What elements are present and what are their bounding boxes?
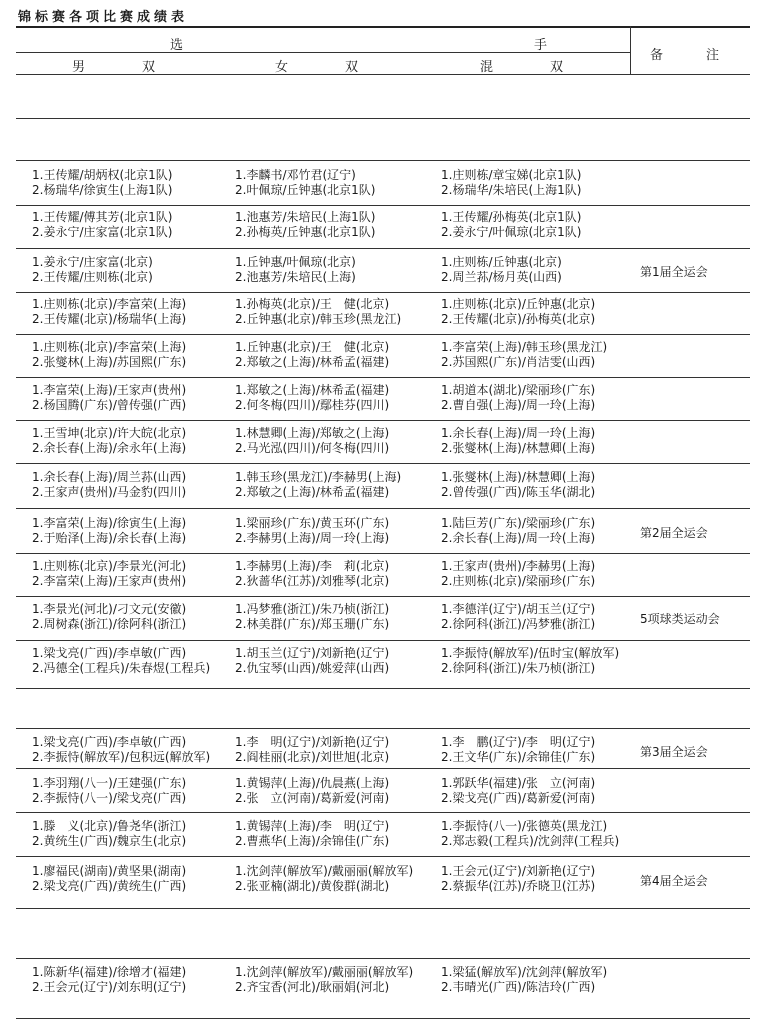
result-line: 2.王会元(辽宁)/刘东明(辽宁) bbox=[32, 980, 187, 994]
mixed-doubles-cell bbox=[441, 383, 595, 413]
result-line: 2.李振恃(八一)/梁戈亮(广西) bbox=[32, 791, 187, 805]
remark-cell: 5项球类运动会 bbox=[640, 612, 720, 626]
women-doubles-cell bbox=[235, 426, 389, 456]
result-line: 1.滕 义(北京)/鲁尧华(浙江) bbox=[32, 819, 187, 833]
header-remarks: 备 注 bbox=[650, 48, 721, 63]
men-doubles-cell bbox=[32, 646, 210, 676]
men-doubles-cell bbox=[32, 168, 173, 198]
result-line: 2.杨瑞华/徐寅生(上海1队) bbox=[32, 183, 173, 197]
result-line: 2.郑敏之(上海)/林希孟(福建) bbox=[235, 485, 390, 499]
men-doubles-cell bbox=[32, 776, 186, 806]
women-doubles-cell bbox=[235, 297, 401, 327]
men-doubles-cell bbox=[32, 602, 186, 632]
women-doubles-cell bbox=[235, 340, 389, 370]
men-doubles-cell bbox=[32, 470, 186, 500]
result-line: 2.李振恃(解放军)/包积远(解放军) bbox=[32, 750, 211, 764]
result-line: 1.王会元(辽宁)/刘新艳(辽宁) bbox=[441, 864, 596, 878]
men-doubles-cell bbox=[32, 426, 186, 456]
result-line: 2.梁戈亮(广西)/葛新爱(河南) bbox=[441, 791, 596, 805]
table-row bbox=[0, 776, 760, 816]
women-doubles-cell bbox=[235, 210, 376, 240]
mixed-doubles-cell bbox=[441, 210, 582, 240]
result-line: 1.梁戈亮(广西)/李卓敏(广西) bbox=[32, 735, 187, 749]
result-line: 2.周树森(浙江)/徐阿科(浙江) bbox=[32, 617, 187, 631]
header-men-doubles: 男 双 bbox=[72, 60, 157, 75]
table-row bbox=[0, 297, 760, 337]
table-row bbox=[0, 819, 760, 859]
result-line: 1.李富荣(上海)/王家声(贵州) bbox=[32, 383, 187, 397]
result-line: 2.马光泓(四川)/何冬梅(四川) bbox=[235, 441, 390, 455]
result-line: 1.梁丽珍(广东)/黄玉环(广东) bbox=[235, 516, 390, 530]
result-line: 2.于贻泽(上海)/余长春(上海) bbox=[32, 531, 187, 545]
table-row bbox=[0, 965, 760, 1005]
result-line: 2.张 立(河南)/葛新爱(河南) bbox=[235, 791, 390, 805]
row-separator bbox=[16, 856, 750, 857]
result-line: 1.李景光(河北)/刁文元(安徽) bbox=[32, 602, 187, 616]
result-line: 2.何冬梅(四川)/鄢桂芬(四川) bbox=[235, 398, 390, 412]
women-doubles-cell bbox=[235, 819, 389, 849]
row-separator bbox=[16, 908, 750, 909]
row-separator bbox=[16, 768, 750, 769]
result-line: 2.余长春(上海)/周一玲(上海) bbox=[441, 531, 596, 545]
result-line: 1.姜永宁/庄家富(北京) bbox=[32, 255, 153, 269]
result-line: 1.陈新华(福建)/徐增才(福建) bbox=[32, 965, 187, 979]
result-line: 2.王家声(贵州)/马金豹(四川) bbox=[32, 485, 187, 499]
result-line: 1.陆巨芳(广东)/梁丽珍(广东) bbox=[441, 516, 596, 530]
remark-cell: 第1届全运会 bbox=[640, 265, 708, 279]
table-row bbox=[0, 559, 760, 599]
men-doubles-cell bbox=[32, 340, 186, 370]
men-doubles-cell bbox=[32, 297, 186, 327]
result-line: 1.孙梅英(北京)/王 健(北京) bbox=[235, 297, 390, 311]
result-line: 1.李富荣(上海)/韩玉珍(黑龙江) bbox=[441, 340, 608, 354]
result-line: 2.姜永宁/庄家富(北京1队) bbox=[32, 225, 173, 239]
row-separator bbox=[16, 508, 750, 509]
row-separator bbox=[16, 553, 750, 554]
result-line: 1.廖福民(湖南)/黄坚果(湖南) bbox=[32, 864, 187, 878]
result-line: 2.李赫男(上海)/周一玲(上海) bbox=[235, 531, 390, 545]
women-doubles-cell bbox=[235, 735, 389, 765]
result-line: 1.李羽翔(八一)/王建强(广东) bbox=[32, 776, 187, 790]
remark-cell: 第3届全运会 bbox=[640, 745, 708, 759]
men-doubles-cell bbox=[32, 965, 186, 995]
result-line: 1.余长春(上海)/周一玲(上海) bbox=[441, 426, 596, 440]
table-row bbox=[0, 210, 760, 250]
row-separator bbox=[16, 596, 750, 597]
men-doubles-cell bbox=[32, 210, 173, 240]
result-line: 2.余长春(上海)/余永年(上海) bbox=[32, 441, 187, 455]
men-doubles-cell bbox=[32, 516, 186, 546]
result-line: 2.张亚楠(湖北)/黄俊群(湖北) bbox=[235, 879, 390, 893]
result-line: 1.郭跃华(福建)/张 立(河南) bbox=[441, 776, 596, 790]
empty-row-rule bbox=[16, 118, 750, 119]
result-line: 1.王家声(贵州)/李赫男(上海) bbox=[441, 559, 596, 573]
mixed-doubles-cell bbox=[441, 255, 562, 285]
row-separator bbox=[16, 640, 750, 641]
table-row bbox=[0, 255, 760, 295]
row-separator bbox=[16, 463, 750, 464]
result-line: 2.林美群(广东)/郑玉珊(广东) bbox=[235, 617, 390, 631]
result-line: 2.韦晴光(广西)/陈洁玲(广西) bbox=[441, 980, 596, 994]
table-row bbox=[0, 864, 760, 904]
women-doubles-cell bbox=[235, 255, 356, 285]
men-doubles-cell bbox=[32, 559, 186, 589]
result-line: 2.苏国熙(广东)/肖洁雯(山西) bbox=[441, 355, 596, 369]
result-line: 2.徐阿科(浙江)/冯梦雅(浙江) bbox=[441, 617, 596, 631]
result-line: 1.韩玉珍(黑龙江)/李赫男(上海) bbox=[235, 470, 402, 484]
result-line: 2.孙梅英/丘钟惠(北京1队) bbox=[235, 225, 376, 239]
women-doubles-cell bbox=[235, 559, 389, 589]
mixed-doubles-cell bbox=[441, 864, 595, 894]
result-line: 1.胡玉兰(辽宁)/刘新艳(辽宁) bbox=[235, 646, 390, 660]
women-doubles-cell bbox=[235, 864, 413, 894]
table-row bbox=[0, 516, 760, 556]
table-bottom-rule bbox=[16, 1018, 750, 1019]
mixed-doubles-cell bbox=[441, 426, 595, 456]
result-line: 2.曹自强(上海)/周一玲(上海) bbox=[441, 398, 596, 412]
result-line: 2.齐宝香(河北)/耿丽娟(河北) bbox=[235, 980, 390, 994]
row-separator bbox=[16, 205, 750, 206]
mixed-doubles-cell bbox=[441, 340, 607, 370]
result-line: 2.张燮林(上海)/苏国熙(广东) bbox=[32, 355, 187, 369]
result-line: 2.郑敏之(上海)/林希孟(福建) bbox=[235, 355, 390, 369]
row-separator bbox=[16, 688, 750, 689]
result-line: 2.冯德全(工程兵)/朱春煜(工程兵) bbox=[32, 661, 211, 675]
result-line: 1.李富荣(上海)/徐寅生(上海) bbox=[32, 516, 187, 530]
result-line: 1.黄锡萍(上海)/仇晨燕(上海) bbox=[235, 776, 390, 790]
result-line: 2.王传耀(北京)/孙梅英(北京) bbox=[441, 312, 596, 326]
table-row bbox=[0, 735, 760, 775]
men-doubles-cell bbox=[32, 819, 186, 849]
result-line: 1.梁猛(解放军)/沈剑萍(解放军) bbox=[441, 965, 608, 979]
women-doubles-cell bbox=[235, 168, 376, 198]
table-row bbox=[0, 426, 760, 466]
result-line: 2.狄蔷华(江苏)/刘雅琴(北京) bbox=[235, 574, 390, 588]
result-line: 1.丘钟惠/叶佩琼(北京) bbox=[235, 255, 356, 269]
women-doubles-cell bbox=[235, 470, 401, 500]
row-separator bbox=[16, 248, 750, 249]
result-line: 1.黄锡萍(上海)/李 明(辽宁) bbox=[235, 819, 390, 833]
mixed-doubles-cell bbox=[441, 559, 595, 589]
mixed-doubles-cell bbox=[441, 965, 607, 995]
result-line: 1.张燮林(上海)/林慧卿(上海) bbox=[441, 470, 596, 484]
mixed-doubles-cell bbox=[441, 602, 595, 632]
row-separator bbox=[16, 420, 750, 421]
result-line: 2.曹燕华(上海)/余锦佳(广东) bbox=[235, 834, 390, 848]
document-title: 锦标赛各项比赛成绩表 bbox=[18, 10, 189, 25]
result-line: 1.李振恃(解放军)/伍时宝(解放军) bbox=[441, 646, 620, 660]
row-separator bbox=[16, 812, 750, 813]
mixed-doubles-cell bbox=[441, 297, 595, 327]
table-row bbox=[0, 646, 760, 686]
result-line: 2.杨瑞华/朱培民(上海1队) bbox=[441, 183, 582, 197]
result-line: 2.徐阿科(浙江)/朱乃桢(浙江) bbox=[441, 661, 596, 675]
remark-cell: 第4届全运会 bbox=[640, 874, 708, 888]
result-line: 1.庄则栋/丘钟惠(北京) bbox=[441, 255, 562, 269]
result-line: 2.王文华(广东)/余锦佳(广东) bbox=[441, 750, 596, 764]
women-doubles-cell bbox=[235, 602, 389, 632]
result-line: 1.李麟书/邓竹君(辽宁) bbox=[235, 168, 356, 182]
men-doubles-cell bbox=[32, 735, 210, 765]
table-top-rule bbox=[16, 26, 750, 28]
result-line: 1.沈剑萍(解放军)/戴丽丽(解放军) bbox=[235, 965, 414, 979]
result-line: 2.王传耀/庄则栋(北京) bbox=[32, 270, 153, 284]
table-row bbox=[0, 602, 760, 642]
result-line: 1.王雪坤(北京)/许大皖(北京) bbox=[32, 426, 187, 440]
men-doubles-cell bbox=[32, 383, 186, 413]
result-line: 2.池惠芳/朱培民(上海) bbox=[235, 270, 356, 284]
women-doubles-cell bbox=[235, 646, 389, 676]
result-line: 2.姜永宁/叶佩琼(北京1队) bbox=[441, 225, 582, 239]
result-line: 2.叶佩琼/丘钟惠(北京1队) bbox=[235, 183, 376, 197]
mixed-doubles-cell bbox=[441, 516, 595, 546]
result-line: 2.周兰荪/杨月英(山西) bbox=[441, 270, 562, 284]
result-line: 1.李振恃(八一)/张德英(黑龙江) bbox=[441, 819, 608, 833]
table-row bbox=[0, 470, 760, 510]
women-doubles-cell bbox=[235, 965, 413, 995]
result-line: 2.张燮林(上海)/林慧卿(上海) bbox=[441, 441, 596, 455]
result-line: 2.杨国腾(广东)/曾传强(广西) bbox=[32, 398, 187, 412]
result-line: 1.丘钟惠(北京)/王 健(北京) bbox=[235, 340, 390, 354]
body-top-rule bbox=[16, 160, 750, 161]
result-line: 1.庄则栋(北京)/李景光(河北) bbox=[32, 559, 187, 573]
mixed-doubles-cell bbox=[441, 776, 595, 806]
header-sub-rule bbox=[16, 52, 630, 53]
result-line: 1.梁戈亮(广西)/李卓敏(广西) bbox=[32, 646, 187, 660]
mixed-doubles-cell bbox=[441, 646, 619, 676]
header-bottom-rule bbox=[16, 74, 750, 75]
remark-cell: 第2届全运会 bbox=[640, 526, 708, 540]
result-line: 1.林慧卿(上海)/郑敏之(上海) bbox=[235, 426, 390, 440]
mixed-doubles-cell bbox=[441, 819, 619, 849]
table-row bbox=[0, 340, 760, 380]
header-players: 选 手 bbox=[170, 38, 549, 53]
result-line: 1.王传耀/胡炳权(北京1队) bbox=[32, 168, 173, 182]
result-line: 1.李德洋(辽宁)/胡玉兰(辽宁) bbox=[441, 602, 596, 616]
result-line: 2.庄则栋(北京)/梁丽珍(广东) bbox=[441, 574, 596, 588]
table-row bbox=[0, 383, 760, 423]
row-separator bbox=[16, 334, 750, 335]
men-doubles-cell bbox=[32, 255, 153, 285]
result-line: 1.庄则栋(北京)/李富荣(上海) bbox=[32, 340, 187, 354]
women-doubles-cell bbox=[235, 776, 389, 806]
result-line: 1.王传耀/傅其芳(北京1队) bbox=[32, 210, 173, 224]
header-divider bbox=[630, 26, 631, 74]
row-separator bbox=[16, 728, 750, 729]
result-line: 2.曾传强(广西)/陈玉华(湖北) bbox=[441, 485, 596, 499]
result-line: 1.余长春(上海)/周兰荪(山西) bbox=[32, 470, 187, 484]
result-line: 2.仇宝琴(山西)/姚爱萍(山西) bbox=[235, 661, 390, 675]
result-line: 1.王传耀/孙梅英(北京1队) bbox=[441, 210, 582, 224]
header-mixed-doubles: 混 双 bbox=[480, 60, 565, 75]
result-line: 1.庄则栋/章宝娣(北京1队) bbox=[441, 168, 582, 182]
row-separator bbox=[16, 292, 750, 293]
women-doubles-cell bbox=[235, 383, 389, 413]
result-line: 2.李富荣(上海)/王家声(贵州) bbox=[32, 574, 187, 588]
result-line: 2.阎桂丽(北京)/刘世旭(北京) bbox=[235, 750, 390, 764]
mixed-doubles-cell bbox=[441, 735, 595, 765]
men-doubles-cell bbox=[32, 864, 186, 894]
result-line: 1.李赫男(上海)/李 莉(北京) bbox=[235, 559, 390, 573]
result-line: 1.胡道本(湖北)/梁丽珍(广东) bbox=[441, 383, 596, 397]
women-doubles-cell bbox=[235, 516, 389, 546]
result-line: 1.冯梦雅(浙江)/朱乃桢(浙江) bbox=[235, 602, 390, 616]
result-line: 1.庄则栋(北京)/李富荣(上海) bbox=[32, 297, 187, 311]
row-separator bbox=[16, 377, 750, 378]
result-line: 1.李 明(辽宁)/刘新艳(辽宁) bbox=[235, 735, 390, 749]
result-line: 2.黄统生(广西)/魏京生(北京) bbox=[32, 834, 187, 848]
result-line: 1.李 鹏(辽宁)/李 明(辽宁) bbox=[441, 735, 596, 749]
result-line: 2.蔡振华(江苏)/乔晓卫(江苏) bbox=[441, 879, 596, 893]
result-line: 2.王传耀(北京)/杨瑞华(上海) bbox=[32, 312, 187, 326]
result-line: 2.郑志毅(工程兵)/沈剑萍(工程兵) bbox=[441, 834, 620, 848]
result-line: 2.丘钟惠(北京)/韩玉珍(黑龙江) bbox=[235, 312, 402, 326]
row-separator bbox=[16, 958, 750, 959]
result-line: 1.庄则栋(北京)/丘钟惠(北京) bbox=[441, 297, 596, 311]
result-line: 1.沈剑萍(解放军)/戴丽丽(解放军) bbox=[235, 864, 414, 878]
header-women-doubles: 女 双 bbox=[275, 60, 360, 75]
result-line: 1.池惠芳/朱培民(上海1队) bbox=[235, 210, 376, 224]
mixed-doubles-cell bbox=[441, 470, 595, 500]
result-line: 1.郑敏之(上海)/林希孟(福建) bbox=[235, 383, 390, 397]
mixed-doubles-cell bbox=[441, 168, 582, 198]
table-row bbox=[0, 168, 760, 208]
result-line: 2.梁戈亮(广西)/黄统生(广西) bbox=[32, 879, 187, 893]
